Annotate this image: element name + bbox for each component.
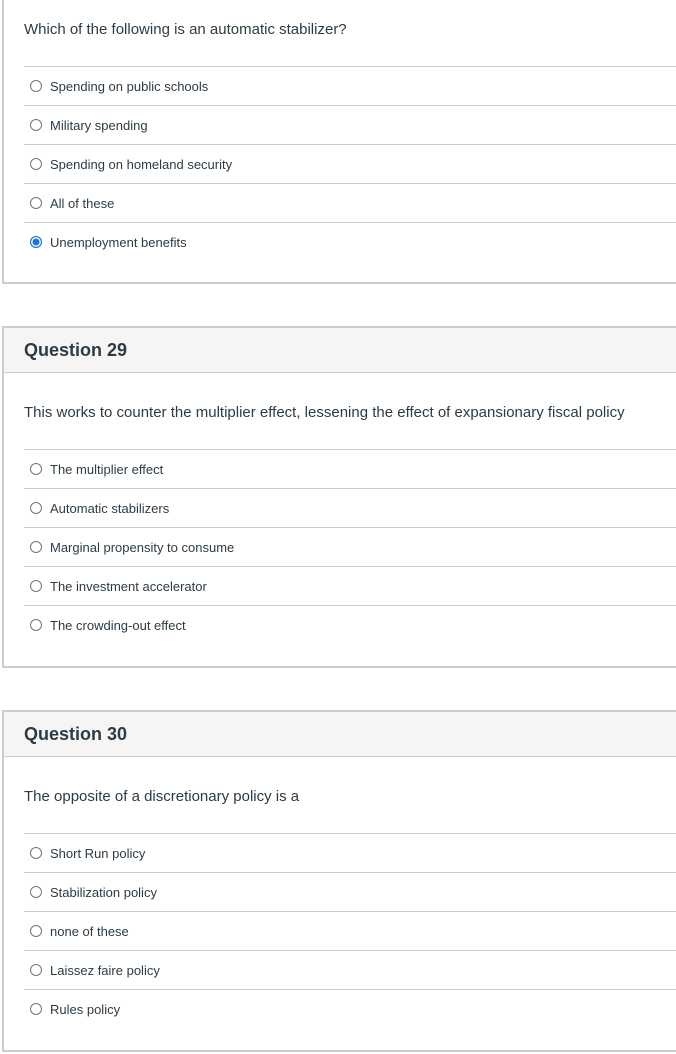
answer-option[interactable] [24,488,676,527]
answer-option[interactable] [24,950,676,989]
question-text: This works to counter the multiplier effect, lessening the effect of expansionary fiscal policy [24,404,625,421]
question-text: The opposite of a discretionary policy is a [24,788,300,805]
answer-label: The crowding-out effect [50,617,186,633]
answer-option[interactable] [24,605,676,644]
answer-option[interactable] [24,872,676,911]
answer-option[interactable] [24,449,676,488]
radio-button-selected[interactable] [30,236,42,248]
radio-button[interactable] [30,964,42,976]
radio-button[interactable] [30,119,42,131]
answer-label: Stabilization policy [50,884,157,900]
question-header [4,328,676,373]
answer-option[interactable] [24,566,676,605]
radio-button[interactable] [30,619,42,631]
answer-option[interactable] [24,911,676,950]
answer-option[interactable] [24,66,676,105]
radio-button[interactable] [30,925,42,937]
answer-label: Short Run policy [50,845,146,861]
answer-option[interactable] [24,989,676,1028]
question-title: Question 29 [24,339,128,360]
answer-list [24,449,676,644]
radio-button[interactable] [30,158,42,170]
question-header [4,712,676,757]
radio-button[interactable] [30,463,42,475]
answer-list [24,833,676,1028]
answer-option[interactable] [24,105,676,144]
question-30 [2,710,676,1052]
answer-option[interactable] [24,183,676,222]
answer-label: Unemployment benefits [50,234,187,250]
answer-label: Spending on homeland security [50,156,233,172]
answer-list [24,66,676,261]
question-text: Which of the following is an automatic stabilizer? [24,21,347,38]
answer-option[interactable] [24,144,676,183]
radio-button[interactable] [30,1003,42,1015]
answer-label: Laissez faire policy [50,962,160,978]
answer-label: All of these [50,195,115,211]
radio-button[interactable] [30,847,42,859]
radio-button[interactable] [30,502,42,514]
answer-option[interactable] [24,527,676,566]
radio-button[interactable] [30,541,42,553]
answer-label: Spending on public schools [50,78,209,94]
answer-label: The investment accelerator [50,578,207,594]
answer-label: Military spending [50,117,148,133]
answer-label: none of these [50,923,129,939]
answer-option-selected[interactable] [24,222,676,261]
answer-option[interactable] [24,833,676,872]
radio-button[interactable] [30,197,42,209]
answer-label: Automatic stabilizers [50,500,170,516]
question-28 [2,0,676,284]
answer-label: The multiplier effect [50,461,164,477]
question-title: Question 30 [24,723,128,744]
answer-label: Marginal propensity to consume [50,539,235,555]
question-29 [2,326,676,668]
radio-button[interactable] [30,80,42,92]
answer-label: Rules policy [50,1001,121,1017]
radio-button[interactable] [30,580,42,592]
radio-button[interactable] [30,886,42,898]
